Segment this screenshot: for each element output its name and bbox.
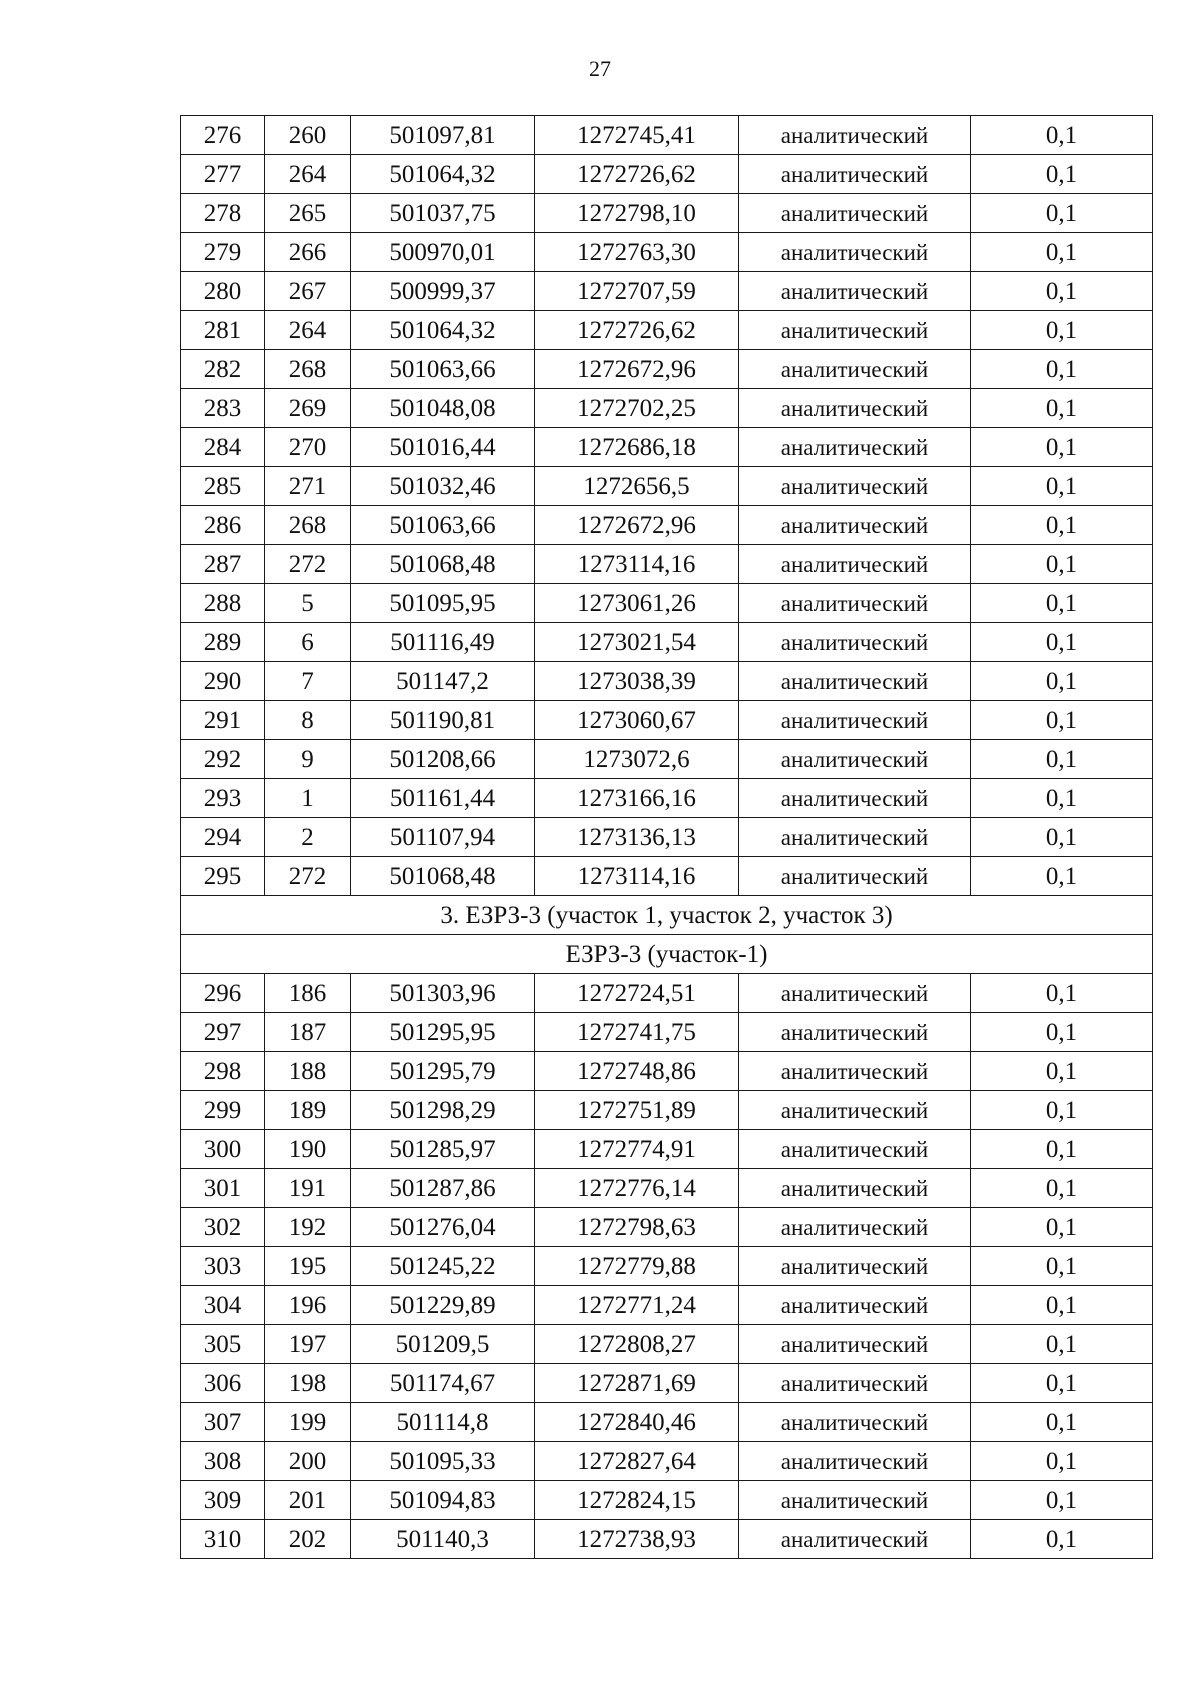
table-row <box>181 194 1153 233</box>
method-cell: аналитический <box>739 389 971 428</box>
point-number-cell: 268 <box>265 350 351 389</box>
x-coordinate-cell: 501107,94 <box>351 818 535 857</box>
x-coordinate-cell: 501303,96 <box>351 974 535 1013</box>
point-number-cell: 186 <box>265 974 351 1013</box>
x-coordinate-cell: 501016,44 <box>351 428 535 467</box>
point-number-cell: 267 <box>265 272 351 311</box>
point-number-cell: 272 <box>265 857 351 896</box>
row-number-cell: 289 <box>181 623 265 662</box>
x-coordinate-cell: 501285,97 <box>351 1130 535 1169</box>
point-number-cell: 198 <box>265 1364 351 1403</box>
point-number-cell: 9 <box>265 740 351 779</box>
table-row <box>181 1520 1153 1559</box>
method-cell: аналитический <box>739 506 971 545</box>
point-number-cell: 6 <box>265 623 351 662</box>
point-number-cell: 192 <box>265 1208 351 1247</box>
row-number-cell: 309 <box>181 1481 265 1520</box>
point-number-cell: 2 <box>265 818 351 857</box>
method-cell: аналитический <box>739 1013 971 1052</box>
method-cell: аналитический <box>739 1130 971 1169</box>
table-row <box>181 1169 1153 1208</box>
table-row <box>181 1403 1153 1442</box>
y-coordinate-cell: 1273072,6 <box>535 740 739 779</box>
point-number-cell: 260 <box>265 116 351 155</box>
y-coordinate-cell: 1273114,16 <box>535 545 739 584</box>
y-coordinate-cell: 1272672,96 <box>535 350 739 389</box>
method-cell: аналитический <box>739 701 971 740</box>
row-number-cell: 301 <box>181 1169 265 1208</box>
accuracy-cell: 0,1 <box>971 545 1153 584</box>
accuracy-cell: 0,1 <box>971 701 1153 740</box>
x-coordinate-cell: 501276,04 <box>351 1208 535 1247</box>
method-cell: аналитический <box>739 1208 971 1247</box>
x-coordinate-cell: 501063,66 <box>351 506 535 545</box>
x-coordinate-cell: 501068,48 <box>351 857 535 896</box>
accuracy-cell: 0,1 <box>971 779 1153 818</box>
method-cell: аналитический <box>739 1052 971 1091</box>
accuracy-cell: 0,1 <box>971 584 1153 623</box>
table-row <box>181 389 1153 428</box>
point-number-cell: 190 <box>265 1130 351 1169</box>
row-number-cell: 284 <box>181 428 265 467</box>
row-number-cell: 302 <box>181 1208 265 1247</box>
y-coordinate-cell: 1272779,88 <box>535 1247 739 1286</box>
table-body-part-2 <box>181 974 1153 1559</box>
table-row <box>181 662 1153 701</box>
table-row <box>181 857 1153 896</box>
point-number-cell: 196 <box>265 1286 351 1325</box>
accuracy-cell: 0,1 <box>971 1247 1153 1286</box>
table-row <box>181 545 1153 584</box>
row-number-cell: 276 <box>181 116 265 155</box>
point-number-cell: 187 <box>265 1013 351 1052</box>
y-coordinate-cell: 1272763,30 <box>535 233 739 272</box>
row-number-cell: 288 <box>181 584 265 623</box>
row-number-cell: 308 <box>181 1442 265 1481</box>
point-number-cell: 199 <box>265 1403 351 1442</box>
method-cell: аналитический <box>739 272 971 311</box>
row-number-cell: 294 <box>181 818 265 857</box>
y-coordinate-cell: 1272724,51 <box>535 974 739 1013</box>
x-coordinate-cell: 501068,48 <box>351 545 535 584</box>
accuracy-cell: 0,1 <box>971 233 1153 272</box>
table-row <box>181 311 1153 350</box>
method-cell: аналитический <box>739 1481 971 1520</box>
method-cell: аналитический <box>739 1442 971 1481</box>
accuracy-cell: 0,1 <box>971 623 1153 662</box>
accuracy-cell: 0,1 <box>971 116 1153 155</box>
x-coordinate-cell: 501037,75 <box>351 194 535 233</box>
x-coordinate-cell: 501295,95 <box>351 1013 535 1052</box>
point-number-cell: 188 <box>265 1052 351 1091</box>
y-coordinate-cell: 1272776,14 <box>535 1169 739 1208</box>
point-number-cell: 195 <box>265 1247 351 1286</box>
accuracy-cell: 0,1 <box>971 389 1153 428</box>
row-number-cell: 282 <box>181 350 265 389</box>
y-coordinate-cell: 1272798,63 <box>535 1208 739 1247</box>
x-coordinate-cell: 501064,32 <box>351 311 535 350</box>
subsection-title: ЕЗРЗ-3 (участок-1) <box>181 935 1153 974</box>
table-row <box>181 1052 1153 1091</box>
row-number-cell: 291 <box>181 701 265 740</box>
y-coordinate-cell: 1272840,46 <box>535 1403 739 1442</box>
row-number-cell: 292 <box>181 740 265 779</box>
point-number-cell: 7 <box>265 662 351 701</box>
point-number-cell: 268 <box>265 506 351 545</box>
row-number-cell: 287 <box>181 545 265 584</box>
x-coordinate-cell: 501032,46 <box>351 467 535 506</box>
point-number-cell: 202 <box>265 1520 351 1559</box>
point-number-cell: 197 <box>265 1325 351 1364</box>
x-coordinate-cell: 500970,01 <box>351 233 535 272</box>
method-cell: аналитический <box>739 1403 971 1442</box>
method-cell: аналитический <box>739 740 971 779</box>
row-number-cell: 298 <box>181 1052 265 1091</box>
row-number-cell: 290 <box>181 662 265 701</box>
table-row <box>181 779 1153 818</box>
x-coordinate-cell: 501298,29 <box>351 1091 535 1130</box>
x-coordinate-cell: 501095,33 <box>351 1442 535 1481</box>
row-number-cell: 303 <box>181 1247 265 1286</box>
table-row <box>181 818 1153 857</box>
x-coordinate-cell: 501116,49 <box>351 623 535 662</box>
row-number-cell: 293 <box>181 779 265 818</box>
table-row <box>181 1130 1153 1169</box>
y-coordinate-cell: 1272672,96 <box>535 506 739 545</box>
row-number-cell: 279 <box>181 233 265 272</box>
coordinates-table <box>180 115 1153 1559</box>
method-cell: аналитический <box>739 662 971 701</box>
accuracy-cell: 0,1 <box>971 467 1153 506</box>
table-row <box>181 1286 1153 1325</box>
method-cell: аналитический <box>739 1520 971 1559</box>
y-coordinate-cell: 1272808,27 <box>535 1325 739 1364</box>
y-coordinate-cell: 1272751,89 <box>535 1091 739 1130</box>
x-coordinate-cell: 501208,66 <box>351 740 535 779</box>
y-coordinate-cell: 1273021,54 <box>535 623 739 662</box>
table-row <box>181 623 1153 662</box>
subsection-title-row <box>181 935 1153 974</box>
method-cell: аналитический <box>739 350 971 389</box>
y-coordinate-cell: 1272824,15 <box>535 1481 739 1520</box>
accuracy-cell: 0,1 <box>971 1169 1153 1208</box>
method-cell: аналитический <box>739 155 971 194</box>
row-number-cell: 299 <box>181 1091 265 1130</box>
accuracy-cell: 0,1 <box>971 506 1153 545</box>
accuracy-cell: 0,1 <box>971 1286 1153 1325</box>
point-number-cell: 271 <box>265 467 351 506</box>
accuracy-cell: 0,1 <box>971 194 1153 233</box>
point-number-cell: 269 <box>265 389 351 428</box>
row-number-cell: 306 <box>181 1364 265 1403</box>
row-number-cell: 296 <box>181 974 265 1013</box>
x-coordinate-cell: 500999,37 <box>351 272 535 311</box>
method-cell: аналитический <box>739 1364 971 1403</box>
accuracy-cell: 0,1 <box>971 1052 1153 1091</box>
y-coordinate-cell: 1272774,91 <box>535 1130 739 1169</box>
row-number-cell: 304 <box>181 1286 265 1325</box>
x-coordinate-cell: 501097,81 <box>351 116 535 155</box>
y-coordinate-cell: 1272748,86 <box>535 1052 739 1091</box>
accuracy-cell: 0,1 <box>971 1130 1153 1169</box>
table-row <box>181 272 1153 311</box>
point-number-cell: 191 <box>265 1169 351 1208</box>
x-coordinate-cell: 501174,67 <box>351 1364 535 1403</box>
method-cell: аналитический <box>739 623 971 662</box>
accuracy-cell: 0,1 <box>971 857 1153 896</box>
table-row <box>181 1208 1153 1247</box>
accuracy-cell: 0,1 <box>971 311 1153 350</box>
table-row <box>181 155 1153 194</box>
x-coordinate-cell: 501209,5 <box>351 1325 535 1364</box>
point-number-cell: 264 <box>265 155 351 194</box>
method-cell: аналитический <box>739 584 971 623</box>
row-number-cell: 278 <box>181 194 265 233</box>
table-row <box>181 506 1153 545</box>
point-number-cell: 200 <box>265 1442 351 1481</box>
y-coordinate-cell: 1273166,16 <box>535 779 739 818</box>
table-row <box>181 1442 1153 1481</box>
point-number-cell: 201 <box>265 1481 351 1520</box>
y-coordinate-cell: 1272656,5 <box>535 467 739 506</box>
method-cell: аналитический <box>739 1247 971 1286</box>
accuracy-cell: 0,1 <box>971 1481 1153 1520</box>
x-coordinate-cell: 501095,95 <box>351 584 535 623</box>
table-row <box>181 584 1153 623</box>
point-number-cell: 5 <box>265 584 351 623</box>
table-row <box>181 1364 1153 1403</box>
accuracy-cell: 0,1 <box>971 350 1153 389</box>
x-coordinate-cell: 501147,2 <box>351 662 535 701</box>
accuracy-cell: 0,1 <box>971 272 1153 311</box>
y-coordinate-cell: 1272745,41 <box>535 116 739 155</box>
y-coordinate-cell: 1273136,13 <box>535 818 739 857</box>
page-number: 27 <box>589 56 611 81</box>
y-coordinate-cell: 1273060,67 <box>535 701 739 740</box>
x-coordinate-cell: 501094,83 <box>351 1481 535 1520</box>
row-number-cell: 310 <box>181 1520 265 1559</box>
table-row <box>181 428 1153 467</box>
point-number-cell: 8 <box>265 701 351 740</box>
x-coordinate-cell: 501295,79 <box>351 1052 535 1091</box>
section-header-block <box>181 896 1153 974</box>
x-coordinate-cell: 501140,3 <box>351 1520 535 1559</box>
y-coordinate-cell: 1272798,10 <box>535 194 739 233</box>
table-body-part-1 <box>181 116 1153 896</box>
table-row <box>181 1325 1153 1364</box>
point-number-cell: 266 <box>265 233 351 272</box>
y-coordinate-cell: 1272771,24 <box>535 1286 739 1325</box>
accuracy-cell: 0,1 <box>971 1442 1153 1481</box>
y-coordinate-cell: 1273114,16 <box>535 857 739 896</box>
x-coordinate-cell: 501114,8 <box>351 1403 535 1442</box>
accuracy-cell: 0,1 <box>971 1403 1153 1442</box>
y-coordinate-cell: 1272726,62 <box>535 155 739 194</box>
section-title-row <box>181 896 1153 935</box>
x-coordinate-cell: 501229,89 <box>351 1286 535 1325</box>
method-cell: аналитический <box>739 974 971 1013</box>
y-coordinate-cell: 1272726,62 <box>535 311 739 350</box>
x-coordinate-cell: 501064,32 <box>351 155 535 194</box>
accuracy-cell: 0,1 <box>971 1520 1153 1559</box>
y-coordinate-cell: 1272827,64 <box>535 1442 739 1481</box>
method-cell: аналитический <box>739 467 971 506</box>
method-cell: аналитический <box>739 1325 971 1364</box>
table-row <box>181 116 1153 155</box>
table-row <box>181 1481 1153 1520</box>
y-coordinate-cell: 1272741,75 <box>535 1013 739 1052</box>
point-number-cell: 265 <box>265 194 351 233</box>
point-number-cell: 1 <box>265 779 351 818</box>
row-number-cell: 277 <box>181 155 265 194</box>
table-row <box>181 974 1153 1013</box>
method-cell: аналитический <box>739 233 971 272</box>
x-coordinate-cell: 501161,44 <box>351 779 535 818</box>
table-row <box>181 701 1153 740</box>
method-cell: аналитический <box>739 545 971 584</box>
accuracy-cell: 0,1 <box>971 662 1153 701</box>
table-row <box>181 1247 1153 1286</box>
method-cell: аналитический <box>739 779 971 818</box>
accuracy-cell: 0,1 <box>971 428 1153 467</box>
point-number-cell: 264 <box>265 311 351 350</box>
method-cell: аналитический <box>739 428 971 467</box>
method-cell: аналитический <box>739 194 971 233</box>
row-number-cell: 297 <box>181 1013 265 1052</box>
y-coordinate-cell: 1272702,25 <box>535 389 739 428</box>
section-title: 3. ЕЗРЗ-3 (участок 1, участок 2, участок 3) <box>181 896 1153 935</box>
y-coordinate-cell: 1272738,93 <box>535 1520 739 1559</box>
table-row <box>181 467 1153 506</box>
row-number-cell: 281 <box>181 311 265 350</box>
method-cell: аналитический <box>739 1286 971 1325</box>
y-coordinate-cell: 1272686,18 <box>535 428 739 467</box>
point-number-cell: 189 <box>265 1091 351 1130</box>
method-cell: аналитический <box>739 311 971 350</box>
point-number-cell: 270 <box>265 428 351 467</box>
row-number-cell: 295 <box>181 857 265 896</box>
accuracy-cell: 0,1 <box>971 974 1153 1013</box>
accuracy-cell: 0,1 <box>971 1091 1153 1130</box>
x-coordinate-cell: 501063,66 <box>351 350 535 389</box>
accuracy-cell: 0,1 <box>971 1364 1153 1403</box>
row-number-cell: 300 <box>181 1130 265 1169</box>
method-cell: аналитический <box>739 1091 971 1130</box>
y-coordinate-cell: 1272871,69 <box>535 1364 739 1403</box>
y-coordinate-cell: 1273038,39 <box>535 662 739 701</box>
x-coordinate-cell: 501245,22 <box>351 1247 535 1286</box>
x-coordinate-cell: 501048,08 <box>351 389 535 428</box>
method-cell: аналитический <box>739 857 971 896</box>
x-coordinate-cell: 501190,81 <box>351 701 535 740</box>
row-number-cell: 283 <box>181 389 265 428</box>
method-cell: аналитический <box>739 116 971 155</box>
row-number-cell: 280 <box>181 272 265 311</box>
table-row <box>181 740 1153 779</box>
accuracy-cell: 0,1 <box>971 1208 1153 1247</box>
y-coordinate-cell: 1272707,59 <box>535 272 739 311</box>
table-row <box>181 233 1153 272</box>
x-coordinate-cell: 501287,86 <box>351 1169 535 1208</box>
row-number-cell: 307 <box>181 1403 265 1442</box>
accuracy-cell: 0,1 <box>971 1013 1153 1052</box>
table-row <box>181 1013 1153 1052</box>
row-number-cell: 305 <box>181 1325 265 1364</box>
row-number-cell: 286 <box>181 506 265 545</box>
accuracy-cell: 0,1 <box>971 155 1153 194</box>
accuracy-cell: 0,1 <box>971 818 1153 857</box>
point-number-cell: 272 <box>265 545 351 584</box>
table-row <box>181 350 1153 389</box>
row-number-cell: 285 <box>181 467 265 506</box>
y-coordinate-cell: 1273061,26 <box>535 584 739 623</box>
accuracy-cell: 0,1 <box>971 740 1153 779</box>
method-cell: аналитический <box>739 1169 971 1208</box>
accuracy-cell: 0,1 <box>971 1325 1153 1364</box>
table-row <box>181 1091 1153 1130</box>
method-cell: аналитический <box>739 818 971 857</box>
